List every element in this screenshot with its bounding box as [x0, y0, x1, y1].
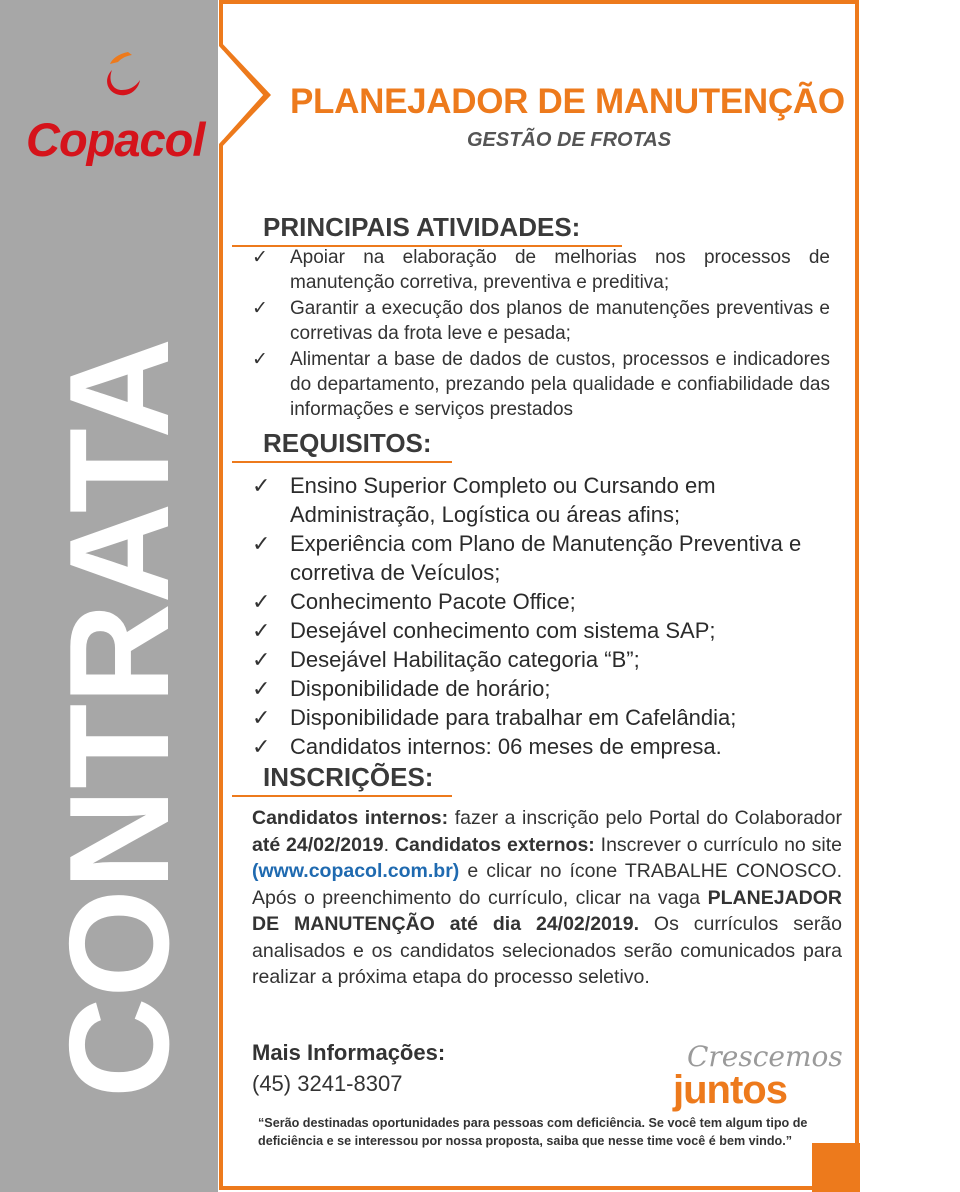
atividades-heading: PRINCIPAIS ATIVIDADES: — [263, 212, 581, 242]
site-link[interactable]: (www.copacol.com.br) — [252, 860, 460, 882]
list-item: ✓ Desejável Habilitação categoria “B”; — [252, 647, 640, 672]
checkmark-icon: ✓ — [252, 349, 268, 370]
requisitos-divider — [232, 461, 452, 463]
checkmark-icon: ✓ — [252, 676, 271, 701]
checkmark-icon: ✓ — [252, 647, 271, 672]
logo-text: Copacol — [26, 113, 205, 166]
chevron-arrow-icon — [219, 40, 289, 150]
list-item: ✓ Desejável conhecimento com sistema SAP; — [252, 618, 716, 643]
list-item: ✓ Alimentar a base de dados de custos, processos e indicadores do departamento, prezando pela qualidade e confiabilidade das informações e serviços prestados — [252, 349, 830, 420]
list-item: ✓ Conhecimento Pacote Office; — [252, 589, 576, 614]
list-item: ✓ Candidatos internos: 06 meses de empresa. — [252, 734, 722, 759]
list-item: ✓ Experiência com Plano de Manutenção Preventiva e corretiva de Veículos; — [252, 531, 802, 585]
slogan-line1: Crescemos — [687, 1040, 843, 1073]
phone-number: (45) 3241-8307 — [252, 1071, 403, 1096]
disclaimer-text: “Serão destinadas oportunidades para pessoas com deficiência. Se você tem algum tipo de deficiência e se interessou por nossa proposta, saiba que nesse time você é bem vindo.” — [258, 1116, 808, 1148]
list-item: ✓ Ensino Superior Completo ou Cursando em Administração, Logística ou áreas afins; — [252, 473, 716, 527]
checkmark-icon: ✓ — [252, 298, 268, 319]
page-subtitle: GESTÃO DE FROTAS — [467, 129, 672, 151]
requisitos-heading: REQUISITOS: — [263, 428, 432, 458]
list-item: ✓ Disponibilidade de horário; — [252, 676, 551, 701]
page-title: PLANEJADOR DE MANUTENÇÃO — [290, 82, 845, 121]
checkmark-icon: ✓ — [252, 589, 271, 614]
slogan-line2: juntos — [673, 1068, 787, 1112]
list-item: ✓ Disponibilidade para trabalhar em Cafelândia; — [252, 705, 737, 730]
vertical-contrata — [0, 0, 218, 1192]
checkmark-icon: ✓ — [252, 531, 271, 556]
checkmark-icon: ✓ — [252, 705, 271, 730]
contrata-word: CONTRATA — [40, 322, 199, 1098]
atividades-list — [252, 245, 830, 423]
copacol-logo — [22, 50, 222, 170]
list-item: ✓ Apoiar na elaboração de melhorias nos processos de manutenção corretiva, preventiva e preditiva; — [252, 247, 830, 293]
corner-accent — [812, 1143, 860, 1192]
inscricoes-heading: INSCRIÇÕES: — [263, 762, 434, 792]
checkmark-icon: ✓ — [252, 473, 271, 498]
list-item: ✓ Garantir a execução dos planos de manutenções preventivas e corretivas da frota leve e pesada; — [252, 298, 830, 344]
checkmark-icon: ✓ — [252, 618, 271, 643]
inscricoes-text: Candidatos internos: fazer a inscrição pelo Portal do Colaborador até 24/02/2019. Candidatos externos: Inscrever o currículo no site (www.copacol.com.br) e clicar no ícone TRABALHE CONOSCO. Após o preenchimento do currículo, clicar na vaga PLANEJADOR DE MANUTENÇÃO até dia 24/02/2019. Os currículos serão analisados e os candidatos selecionados serão comunicados para realizar a próxima etapa do processo seletivo. — [252, 807, 842, 988]
checkmark-icon: ✓ — [252, 734, 271, 759]
info-label: Mais Informações: — [252, 1040, 446, 1065]
checkmark-icon: ✓ — [252, 247, 268, 268]
inscricoes-divider — [232, 795, 452, 797]
logo-swoosh-icon — [98, 50, 150, 102]
requisitos-list — [252, 471, 850, 761]
